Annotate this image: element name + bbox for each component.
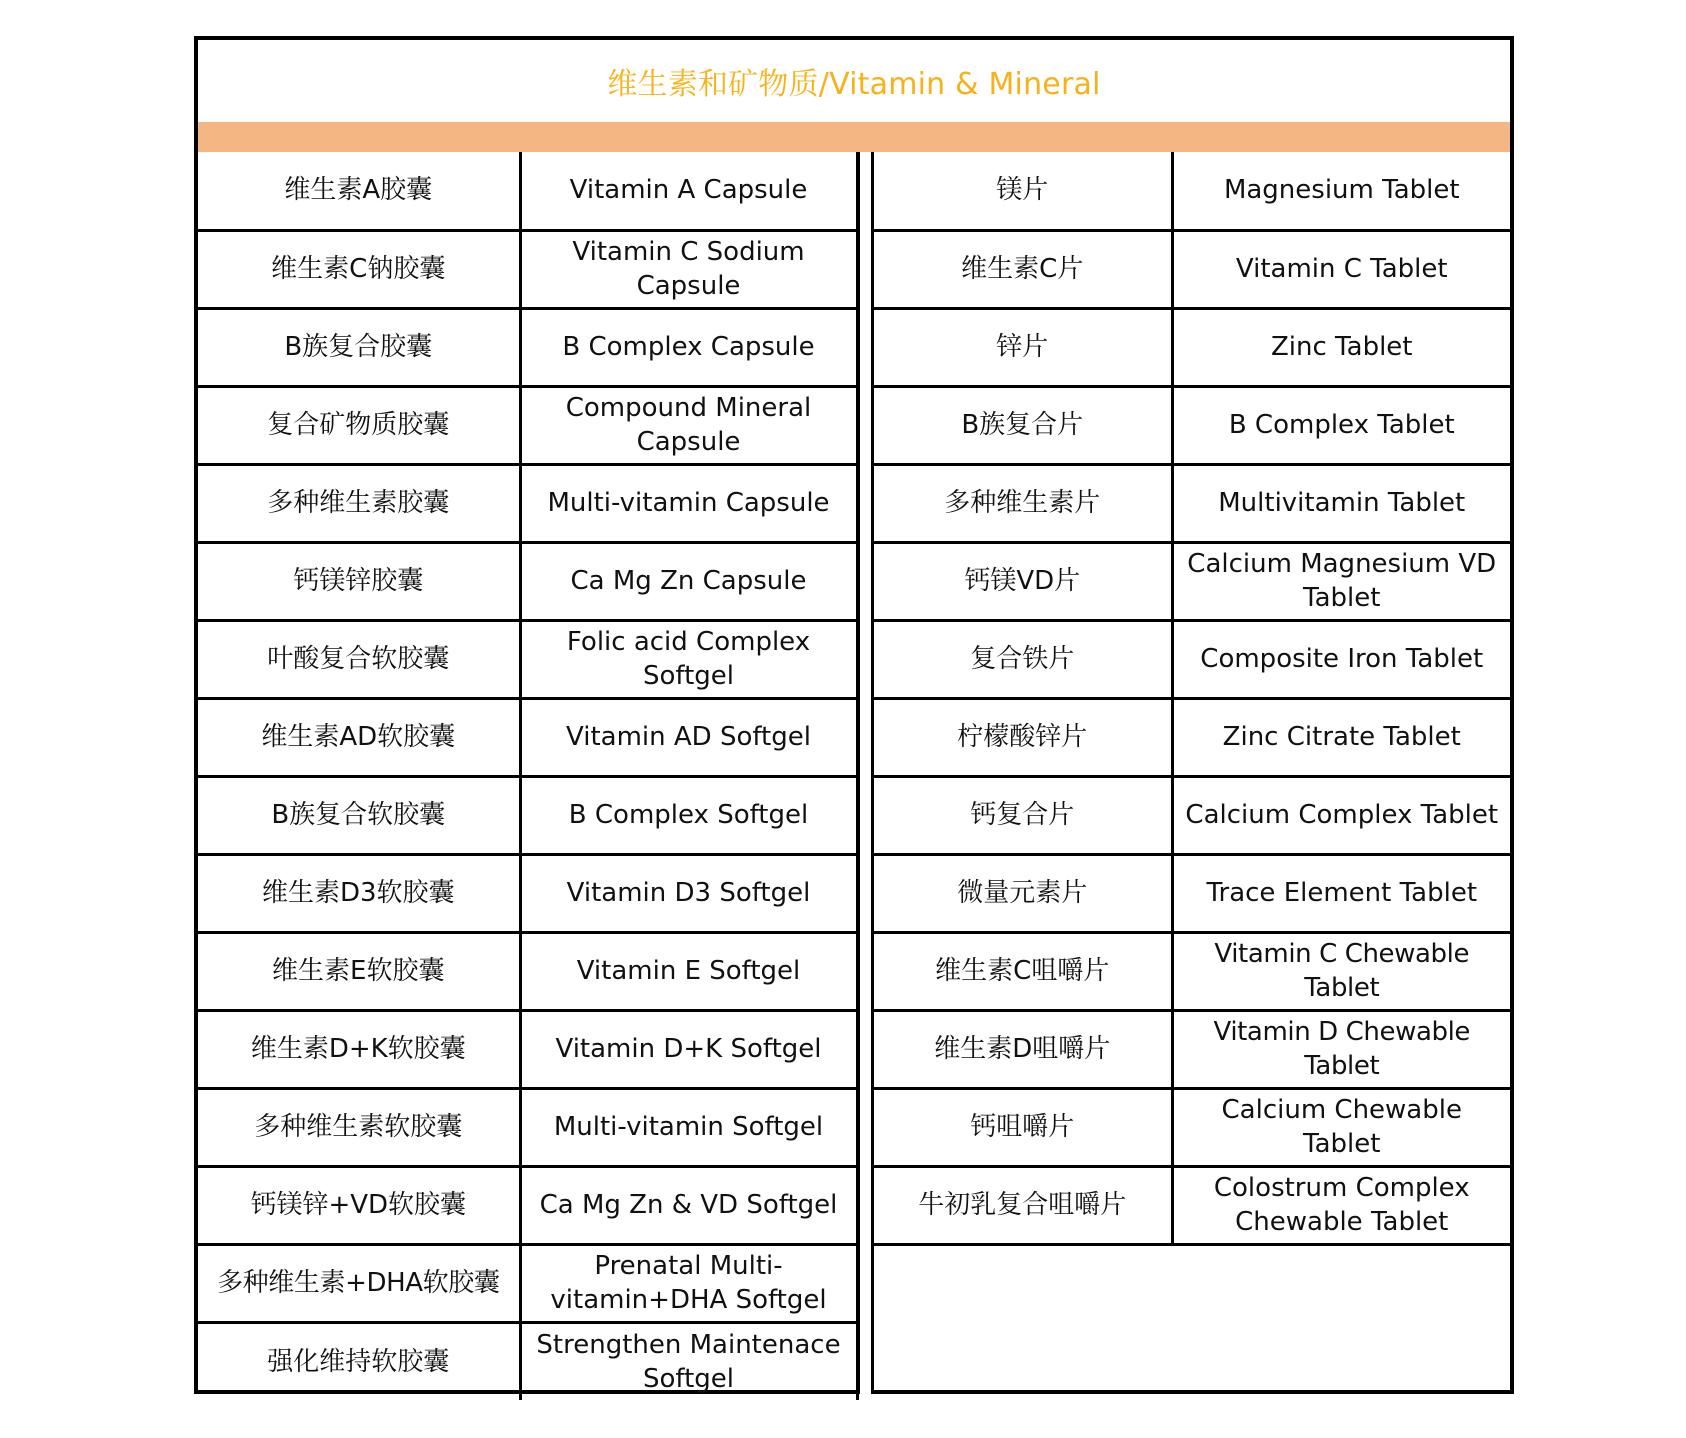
chinese-name-cell: B族复合软胶囊	[198, 776, 520, 854]
table-row	[198, 308, 857, 386]
table-row	[198, 1322, 857, 1400]
english-name-cell: B Complex Capsule	[520, 308, 857, 386]
table-row	[198, 1166, 857, 1244]
chinese-name-cell: 钙复合片	[874, 776, 1172, 854]
table-row	[874, 932, 1510, 1010]
chinese-name-cell: 微量元素片	[874, 854, 1172, 932]
english-name-cell: Compound Mineral Capsule	[520, 386, 857, 464]
table-row	[874, 464, 1510, 542]
chinese-name-cell: 强化维持软胶囊	[198, 1322, 520, 1400]
table-row	[198, 854, 857, 932]
english-name-cell: Strengthen Maintenace Softgel	[520, 1322, 857, 1400]
table-row	[198, 1010, 857, 1088]
english-name-cell: Folic acid Complex Softgel	[520, 620, 857, 698]
english-name-cell: Composite Iron Tablet	[1172, 620, 1510, 698]
chinese-name-cell: 维生素C咀嚼片	[874, 932, 1172, 1010]
chinese-name-cell: 维生素C钠胶囊	[198, 230, 520, 308]
product-table-frame	[194, 36, 1514, 1394]
english-name-cell: B Complex Softgel	[520, 776, 857, 854]
chinese-name-cell: 维生素D+K软胶囊	[198, 1010, 520, 1088]
chinese-name-cell: 钙镁锌+VD软胶囊	[198, 1166, 520, 1244]
table-row	[874, 152, 1510, 230]
table-row	[874, 776, 1510, 854]
chinese-name-cell: 钙镁VD片	[874, 542, 1172, 620]
chinese-name-cell: 复合矿物质胶囊	[198, 386, 520, 464]
chinese-name-cell: 叶酸复合软胶囊	[198, 620, 520, 698]
column-divider	[857, 152, 874, 1394]
english-name-cell: Zinc Tablet	[1172, 308, 1510, 386]
table-row	[198, 932, 857, 1010]
table-row	[198, 698, 857, 776]
chinese-name-cell: 复合铁片	[874, 620, 1172, 698]
table-row	[198, 386, 857, 464]
chinese-name-cell: 镁片	[874, 152, 1172, 230]
table-row	[198, 464, 857, 542]
english-name-cell: Vitamin D Chewable Tablet	[1172, 1010, 1510, 1088]
left-product-table	[198, 152, 859, 1400]
english-name-cell: Colostrum Complex Chewable Tablet	[1172, 1166, 1510, 1244]
english-name-cell: Vitamin C Tablet	[1172, 230, 1510, 308]
table-row	[198, 1088, 857, 1166]
right-product-table	[874, 152, 1510, 1246]
table-row	[198, 776, 857, 854]
chinese-name-cell: 维生素AD软胶囊	[198, 698, 520, 776]
chinese-name-cell: 牛初乳复合咀嚼片	[874, 1166, 1172, 1244]
table-row	[874, 620, 1510, 698]
table-row	[874, 308, 1510, 386]
chinese-name-cell: 维生素D3软胶囊	[198, 854, 520, 932]
chinese-name-cell: B族复合胶囊	[198, 308, 520, 386]
english-name-cell: Ca Mg Zn & VD Softgel	[520, 1166, 857, 1244]
table-row	[874, 542, 1510, 620]
chinese-name-cell: 维生素A胶囊	[198, 152, 520, 230]
table-row	[874, 1010, 1510, 1088]
table-title: 维生素和矿物质/Vitamin & Mineral	[607, 67, 1101, 102]
english-name-cell: Prenatal Multi-vitamin+DHA Softgel	[520, 1244, 857, 1322]
table-row	[198, 620, 857, 698]
chinese-name-cell: 多种维生素软胶囊	[198, 1088, 520, 1166]
english-name-cell: Vitamin A Capsule	[520, 152, 857, 230]
english-name-cell: Vitamin AD Softgel	[520, 698, 857, 776]
english-name-cell: Vitamin C Sodium Capsule	[520, 230, 857, 308]
english-name-cell: Vitamin C Chewable Tablet	[1172, 932, 1510, 1010]
english-name-cell: Multivitamin Tablet	[1172, 464, 1510, 542]
table-row	[874, 230, 1510, 308]
english-name-cell: Multi-vitamin Softgel	[520, 1088, 857, 1166]
chinese-name-cell: 多种维生素片	[874, 464, 1172, 542]
chinese-name-cell: 钙镁锌胶囊	[198, 542, 520, 620]
english-name-cell: Vitamin E Softgel	[520, 932, 857, 1010]
chinese-name-cell: 锌片	[874, 308, 1172, 386]
table-row	[198, 1244, 857, 1322]
chinese-name-cell: 多种维生素+DHA软胶囊	[198, 1244, 520, 1322]
table-row	[874, 386, 1510, 464]
table-row	[198, 542, 857, 620]
table-row	[874, 854, 1510, 932]
english-name-cell: Vitamin D3 Softgel	[520, 854, 857, 932]
table-row	[874, 1088, 1510, 1166]
english-name-cell: Calcium Chewable Tablet	[1172, 1088, 1510, 1166]
chinese-name-cell: 多种维生素胶囊	[198, 464, 520, 542]
english-name-cell: Multi-vitamin Capsule	[520, 464, 857, 542]
chinese-name-cell: 维生素D咀嚼片	[874, 1010, 1172, 1088]
chinese-name-cell: 维生素C片	[874, 230, 1172, 308]
english-name-cell: Calcium Magnesium VD Tablet	[1172, 542, 1510, 620]
table-row	[198, 152, 857, 230]
table-row	[874, 698, 1510, 776]
table-row	[874, 1166, 1510, 1244]
english-name-cell: Magnesium Tablet	[1172, 152, 1510, 230]
english-name-cell: Ca Mg Zn Capsule	[520, 542, 857, 620]
english-name-cell: Trace Element Tablet	[1172, 854, 1510, 932]
chinese-name-cell: 柠檬酸锌片	[874, 698, 1172, 776]
chinese-name-cell: 钙咀嚼片	[874, 1088, 1172, 1166]
english-name-cell: B Complex Tablet	[1172, 386, 1510, 464]
english-name-cell: Zinc Citrate Tablet	[1172, 698, 1510, 776]
chinese-name-cell: 维生素E软胶囊	[198, 932, 520, 1010]
english-name-cell: Calcium Complex Tablet	[1172, 776, 1510, 854]
header-band	[198, 122, 1510, 152]
table-row	[198, 230, 857, 308]
chinese-name-cell: B族复合片	[874, 386, 1172, 464]
english-name-cell: Vitamin D+K Softgel	[520, 1010, 857, 1088]
